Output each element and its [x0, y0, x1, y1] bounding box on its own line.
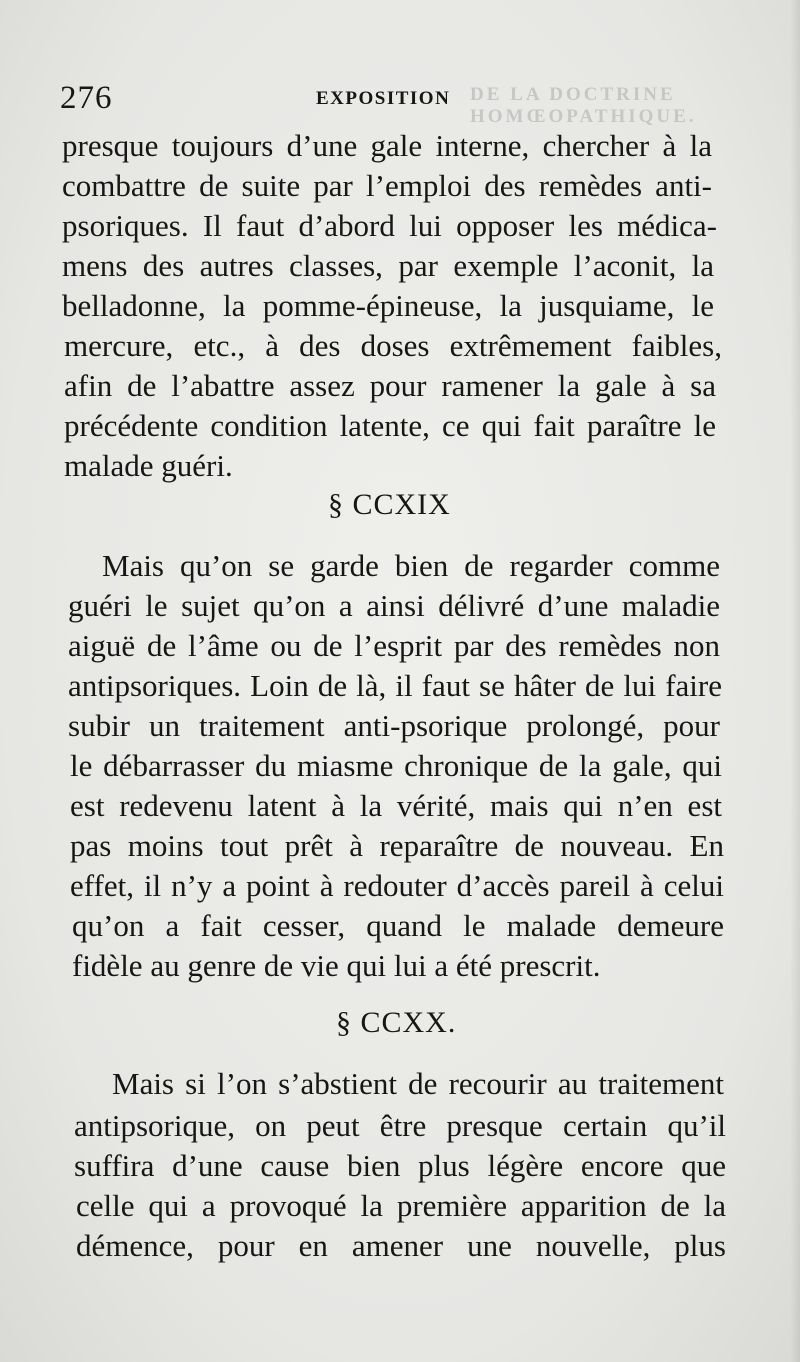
text-line: celle qui a provoqué la première apparition de la [76, 1188, 726, 1223]
text-line: pas moins tout prêt à reparaître de nouveau. En [70, 828, 724, 863]
running-title: EXPOSITION [316, 88, 451, 109]
text-line: psoriques. Il faut d’abord lui opposer les médica- [62, 208, 717, 243]
text-line: précédente condition latente, ce qui fait paraître le [64, 408, 716, 443]
bleed-through-text: DE LA DOCTRINE HOMŒOPATHIQUE. [470, 84, 697, 127]
text-line: afin de l’abattre assez pour ramener la gale à sa [64, 368, 716, 403]
text-line: antipsorique, on peut être presque certain qu’il [74, 1108, 726, 1143]
page-edge-shadow [790, 0, 800, 1362]
page-number: 276 [60, 80, 113, 116]
text-line: aiguë de l’âme ou de l’esprit par des remèdes non [68, 628, 720, 663]
text-line: antipsoriques. Loin de là, il faut se hâter de lui faire [68, 668, 722, 703]
text-line: fidèle au genre de vie qui lui a été prescrit. [72, 948, 601, 983]
section-heading: § CCXIX [328, 488, 451, 521]
text-line: malade guéri. [64, 448, 233, 483]
text-line: le débarrasser du miasme chronique de la gale, qui [70, 748, 722, 783]
text-line: subir un traitement anti-psorique prolongé, pour [68, 708, 720, 743]
text-line: combattre de suite par l’emploi des remèdes anti- [62, 168, 712, 203]
text-line: suffira d’une cause bien plus légère encore que [74, 1148, 726, 1183]
text-line: qu’on a fait cesser, quand le malade demeure [72, 908, 724, 943]
text-line: est redevenu latent à la vérité, mais qui n’en est [70, 788, 722, 823]
text-line: démence, pour en amener une nouvelle, plus [76, 1228, 726, 1263]
text-line: effet, il n’y a point à redouter d’accès pareil à celui [70, 868, 724, 903]
text-line: Mais si l’on s’abstient de recourir au traitement [112, 1066, 724, 1101]
text-line: guéri le sujet qu’on a ainsi délivré d’une maladie [68, 588, 720, 623]
text-line: mercure, etc., à des doses extrêmement faibles, [64, 328, 722, 363]
text-line: belladonne, la pomme-épineuse, la jusquiame, le [62, 288, 714, 323]
section-heading: § CCXX. [336, 1006, 457, 1039]
text-line: mens des autres classes, par exemple l’aconit, la [62, 248, 714, 283]
text-line: presque toujours d’une gale interne, chercher à la [62, 128, 712, 163]
text-line: Mais qu’on se garde bien de regarder comme [102, 548, 720, 583]
